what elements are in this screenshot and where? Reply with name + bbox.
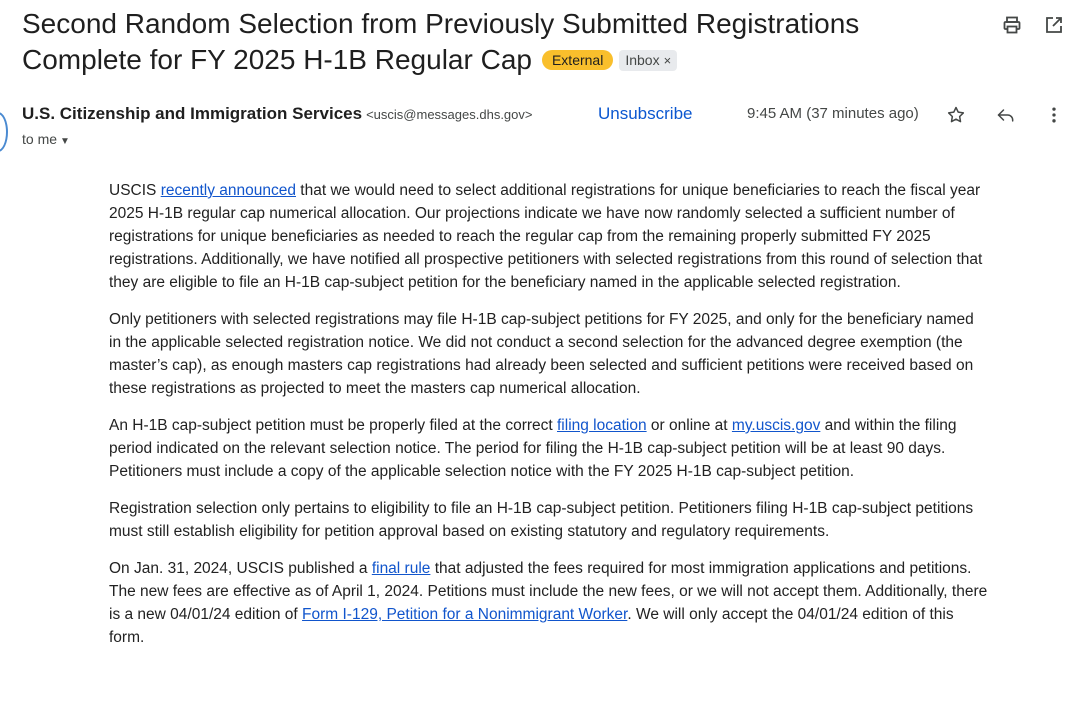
email-subject: Second Random Selection from Previously Submitted Registrations Complete for FY 2025 H-1B Regular Cap (22, 8, 860, 75)
external-label-chip: External (542, 50, 613, 70)
my-uscis-link[interactable]: my.uscis.gov (731, 417, 821, 434)
recipient-toggle[interactable] (22, 130, 70, 151)
inbox-label-text: Inbox (625, 52, 660, 68)
open-in-new-window-icon[interactable] (1043, 14, 1065, 36)
print-icon[interactable] (1001, 14, 1023, 36)
body-paragraph-2: Only petitioners with selected registrations may file H-1B cap-subject petitions for FY 2025, and only for the beneficiary named in the applicable selected registration notice. We did not conduct a second selection for the advanced degree exemption (the master’s cap), as enough masters cap registrations had already been selected and sufficient petitions were received based on these registrations as projected to meet the masters cap numerical allocation. (109, 311, 974, 397)
star-icon[interactable] (944, 103, 968, 127)
filing-location-link[interactable]: filing location (557, 417, 647, 434)
form-i129-link[interactable]: Form I-129, Petition for a Nonimmigrant Worker (302, 606, 628, 623)
email-body (109, 179, 989, 663)
sender-name: U.S. Citizenship and Immigration Services (22, 104, 363, 123)
email-timestamp: 9:45 AM (37 minutes ago) (747, 105, 919, 122)
recipient-text: to me (22, 131, 58, 147)
final-rule-link[interactable]: final rule (371, 560, 431, 577)
more-vertical-icon[interactable] (1042, 103, 1066, 127)
reply-icon[interactable] (994, 103, 1018, 127)
body-paragraph-4: Registration selection only pertains to eligibility to file an H-1B cap-subject petition. Petitioners filing H-1B cap-subject petitions must still establish eligibility for petition approval based on existing statutory and regulatory requirements. (109, 500, 974, 540)
email-subject-header (22, 6, 982, 78)
recently-announced-link[interactable]: recently announced (160, 182, 296, 199)
inbox-label-chip[interactable] (619, 50, 677, 71)
chevron-down-icon[interactable]: ▼ (60, 136, 70, 147)
body-paragraph-5: On Jan. 31, 2024, USCIS published a final rule that adjusted the fees required for most immigration applications and petitions. The new fees are effective as of April 1, 2024. Petitions must include the new fees, or we will not accept them. Additionally, there is a new 04/01/24 edition of Form I-129, Petition for a Nonimmigrant Worker. We will only accept the 04/01/24 edition of this form. (109, 560, 988, 646)
sender-email: <uscis@messages.dhs.gov> (366, 107, 533, 122)
sender-avatar (0, 112, 8, 152)
remove-label-icon[interactable]: × (663, 53, 672, 68)
body-paragraph-3: An H-1B cap-subject petition must be properly filed at the correct filing location or online at my.uscis.gov and within the filing period indicated on the relevant selection notice. The period for filing the H-1B cap-subject petition will be at least 90 days. Petitioners must include a copy of the applicable selection notice with the FY 2025 H-1B cap-subject petition. (109, 417, 957, 480)
unsubscribe-link[interactable]: Unsubscribe (598, 104, 693, 123)
body-paragraph-1: USCIS recently announced that we would need to select additional registrations for unique beneficiaries to reach the fiscal year 2025 H-1B regular cap numerical allocation. Our projections indicate we have now randomly selected a sufficient number of registrations for unique beneficiaries as needed to reach the regular cap from the remaining properly submitted FY 2025 registrations. Additionally, we have notified all prospective petitioners with selected registrations from this round of selection that they are eligible to file an H-1B cap-subject petition for the beneficiary named in the applicable selected registration. (109, 182, 983, 291)
